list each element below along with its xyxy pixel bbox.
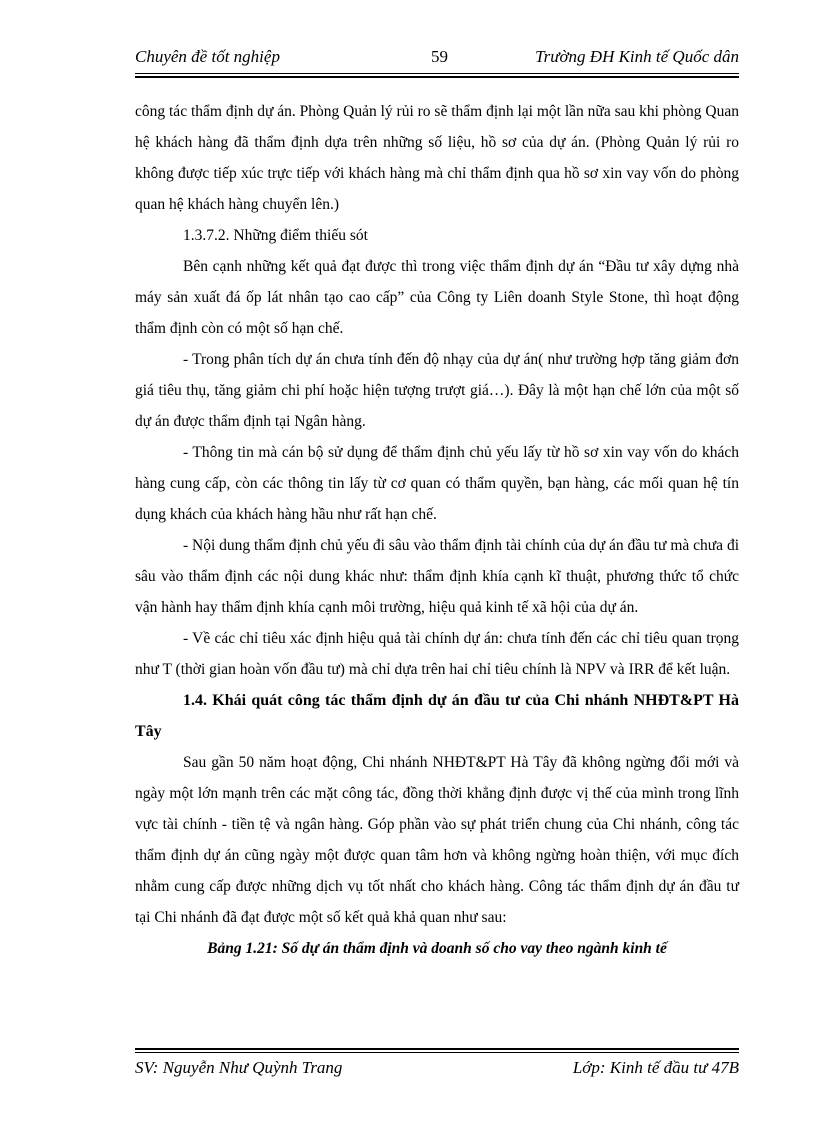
- page-header: [135, 47, 739, 73]
- footer-rule-thick: [135, 1048, 739, 1050]
- header-document-type: Chuyên đề tốt nghiệp: [135, 47, 280, 66]
- paragraph-information-sources: - Thông tin mà cán bộ sử dụng để thẩm định chủ yếu lấy từ hồ sơ xin vay vốn do khách hàng cung cấp, còn các thông tin lấy từ cơ quan có thẩm quyền, bạn hàng, các mối quan hệ tín dụng khách của khách hàng hầu như rất hạn chế.: [135, 444, 739, 523]
- subsection-title-shortcomings: 1.3.7.2. Những điểm thiếu sót: [183, 227, 368, 244]
- paragraph-financial-focus: - Nội dung thẩm định chủ yếu đi sâu vào thẩm định tài chính của dự án đầu tư mà chưa đi sâu vào thẩm định các nội dung khác như: thẩm định khía cạnh kĩ thuật, phương thức tổ chức vận hành hay thẩm định khía cạnh môi trường, hiệu quả kinh tế xã hội của dự án.: [135, 537, 739, 616]
- paragraph-sensitivity: - Trong phân tích dự án chưa tính đến độ nhạy của dự án( như trường hợp tăng giảm đơn giá tiêu thụ, tăng giảm chi phí hoặc hiện tượng trượt giá…). Đây là một hạn chế lớn của một số dự án được thẩm định tại Ngân hàng.: [135, 351, 739, 430]
- page-number: 59: [431, 47, 448, 66]
- section-heading: 1.4. Khái quát công tác thẩm định dự án đầu tư của Chi nhánh NHĐT&PT Hà Tây: [135, 692, 739, 740]
- page-body: [135, 96, 739, 964]
- footer-class-name: Lớp: Kinh tế đầu tư 47B: [572, 1058, 739, 1077]
- paragraph-appraisal-process: công tác thẩm định dự án. Phòng Quản lý rủi ro sẽ thẩm định lại một lần nữa sau khi phòng Quan hệ khách hàng đã thẩm định dựa trên những số liệu, hồ sơ của dự án. (Phòng Quản lý rủi ro không được tiếp xúc trực tiếp với khách hàng mà chỉ thẩm định qua hồ sơ xin vay vốn do phòng quan hệ khách hàng chuyển lên.): [135, 103, 739, 213]
- page-footer: [135, 1058, 739, 1084]
- paragraph-indicators: - Về các chỉ tiêu xác định hiệu quả tài chính dự án: chưa tính đến các chỉ tiêu quan trọng như T (thời gian hoàn vốn đầu tư) mà chỉ dựa trên hai chỉ tiêu chính là NPV và IRR để kết luận.: [135, 630, 739, 678]
- footer-student-name: SV: Nguyễn Như Quỳnh Trang: [135, 1058, 343, 1077]
- header-university: Trường ĐH Kinh tế Quốc dân: [535, 47, 739, 66]
- paragraph-shortcomings-intro: Bên cạnh những kết quả đạt được thì trong việc thẩm định dự án “Đầu tư xây dựng nhà máy sản xuất đá ốp lát nhân tạo cao cấp” của Công ty Liên doanh Style Stone, thì hoạt động thẩm định còn có một số hạn chế.: [135, 258, 739, 337]
- header-rule-thick: [135, 76, 739, 78]
- table-caption: Bảng 1.21: Số dự án thẩm định và doanh số cho vay theo ngành kinh tế: [207, 940, 667, 957]
- footer-rule-thin: [135, 1052, 739, 1053]
- header-rule-thin: [135, 73, 739, 74]
- paragraph-branch-overview: Sau gần 50 năm hoạt động, Chi nhánh NHĐT&PT Hà Tây đã không ngừng đổi mới và ngày một lớn mạnh trên các mặt công tác, đồng thời khẳng định được vị thế của mình trong lĩnh vực tài chính - tiền tệ và ngân hàng. Góp phần vào sự phát triển chung của Chi nhánh, công tác thẩm định dự án cũng ngày một được quan tâm hơn và không ngừng hoàn thiện, với mục đích nhằm cung cấp được những dịch vụ tốt nhất cho khách hàng. Công tác thẩm định dự án đầu tư tại Chi nhánh đã đạt được một số kết quả khả quan như sau:: [135, 754, 739, 926]
